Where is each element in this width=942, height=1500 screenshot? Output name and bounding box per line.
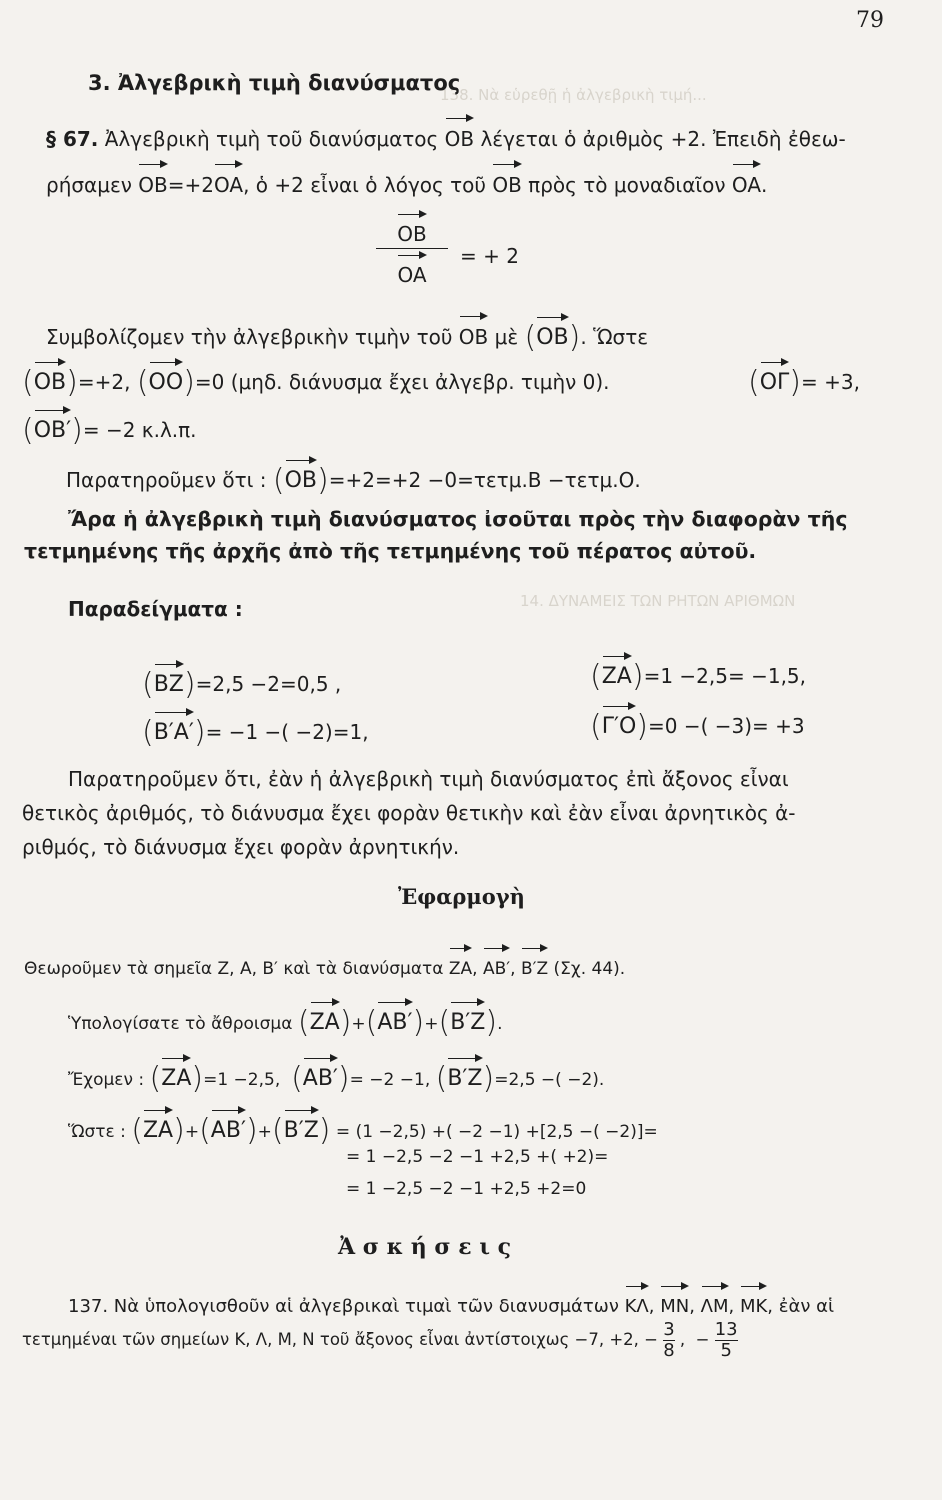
application-line4: Ὥστε : (ZA)+(AB′)+(B′Z) = (1 −2,5) +( −2 −1) +[2,5 −( −2)]= [68, 1106, 658, 1145]
fraction-ob-oa: OB OA [372, 210, 452, 287]
fraction-value: = + 2 [460, 244, 519, 268]
symbol-line: Συμβολίζομεν τὴν ἀλγεβρικὴν τιμὴν τοῦ OB μὲ (OB). Ὥστε [46, 312, 648, 351]
exercise-137-line2: τετμημέναι τῶν σημείων Κ, Λ, Μ, Ν τοῦ ἄξονος εἶναι ἀντίστοιχως −7, +2, − $\frac{3}{8}$ , − $\frac{13}{5}$ [22, 1319, 738, 1361]
examples-line1-right: (OΓ)= +3, [748, 358, 860, 396]
vector-OA: OA [732, 160, 761, 198]
algebraic-value-OB: (OB) [525, 313, 581, 351]
examples-line2: (OB′)= −2 κ.λ.π. [22, 406, 197, 444]
vector-OB: OB [445, 114, 474, 152]
application-line2: Ὑπολογίσατε τὸ ἄθροισμα (ZA)+(AB′)+(B′Z). [68, 998, 503, 1037]
bleed-through-text: 138. Νὰ εὑρεθῇ ἡ ἀλγεβρικὴ τιμή... [440, 86, 707, 104]
observe-line: Παρατηροῦμεν ὅτι : (OB)=+2=+2 −0=τετμ.Β −τετμ.Ο. [66, 456, 641, 494]
application-line1: Θεωροῦμεν τὰ σημεῖα Ζ, Α, Β′ καὶ τὰ διανύσματα ZA, AB′, B′Z (Σχ. 44). [24, 944, 625, 982]
example-za: (ZA)=1 −2,5= −1,5, [590, 652, 806, 690]
note-line1: Παρατηροῦμεν ὅτι, ἐὰν ἡ ἀλγεβρικὴ τιμὴ διανύσματος ἐπὶ ἄξονος εἶναι [68, 767, 789, 791]
para67-line1: § 67. Ἀλγεβρικὴ τιμὴ τοῦ διανύσματος OB λέγεται ὁ ἀριθμὸς +2. Ἐπειδὴ ἐθεω- [46, 114, 846, 152]
section-title: 3. Ἀλγεβρικὴ τιμὴ διανύσματος [88, 71, 461, 95]
vector-OA: OA [214, 160, 243, 198]
vector-OB: OB [138, 160, 167, 198]
examples-line1: (OB)=+2, (OO)=0 (μηδ. διάνυσμα ἔχει ἀλγεβρ. τιμὴν 0). [22, 358, 610, 396]
example-go: (Γ′O)=0 −( −3)= +3 [590, 702, 805, 740]
exercises-heading: Ἀ σ κ ή σ ε ι ς [338, 1234, 512, 1260]
fraction-13-5: $\frac{13}{5}$ [714, 1319, 738, 1361]
bleed-through-text: 14. ΔΥΝΑΜΕΙΣ ΤΩΝ ΡΗΤΩΝ ΑΡΙΘΜΩΝ [520, 592, 796, 610]
note-line3: ριθμός, τὸ διάνυσμα ἔχει φορὰν ἀρνητικήν. [22, 835, 460, 859]
example-bz: (BZ)=2,5 −2=0,5 , [142, 660, 341, 698]
section-mark: § 67. [46, 127, 99, 151]
application-line3: Ἔχομεν : (ZA)=1 −2,5, (AB′)= −2 −1, (B′Z)=2,5 −( −2). [68, 1054, 604, 1093]
page-number: 79 [856, 8, 884, 33]
examples-heading: Παραδείγματα : [68, 597, 243, 621]
vector-OB: OB [459, 312, 488, 350]
rule-line2: τετμημένης τῆς ἀρχῆς ἀπὸ τῆς τετμημένης τοῦ πέρατος αὐτοῦ. [24, 539, 757, 563]
note-line2: θετικὸς ἀριθμός, τὸ διάνυσμα ἔχει φορὰν θετικὴν καὶ ἐὰν εἶναι ἀρνητικὸς ἀ- [22, 801, 796, 825]
rule-line1: Ἄρα ἡ ἀλγεβρικὴ τιμὴ διανύσματος ἰσοῦται πρὸς τὴν διαφορὰν τῆς [68, 507, 848, 531]
application-heading: Ἐφαρμογὴ [398, 884, 525, 909]
vector-OB: OB [492, 160, 521, 198]
fraction-3-8: $\frac{3}{8}$ [663, 1319, 675, 1361]
calc-line2: = 1 −2,5 −2 −1 +2,5 +( +2)= [346, 1147, 609, 1167]
para67-line2: ρήσαμεν OB=+2OA, ὁ +2 εἶναι ὁ λόγος τοῦ OB πρὸς τὸ μοναδιαῖον OA. [46, 160, 767, 198]
calc-line3: = 1 −2,5 −2 −1 +2,5 +2=0 [346, 1179, 587, 1199]
example-ba: (B′A′)= −1 −( −2)=1, [142, 708, 369, 746]
exercise-137-line1: 137. Νὰ ὑπολογισθοῦν αἱ ἀλγεβρικαὶ τιμαὶ τῶν διανυσμάτων KΛ, MN, ΛM, MK, ἐὰν αἱ [68, 1282, 834, 1320]
